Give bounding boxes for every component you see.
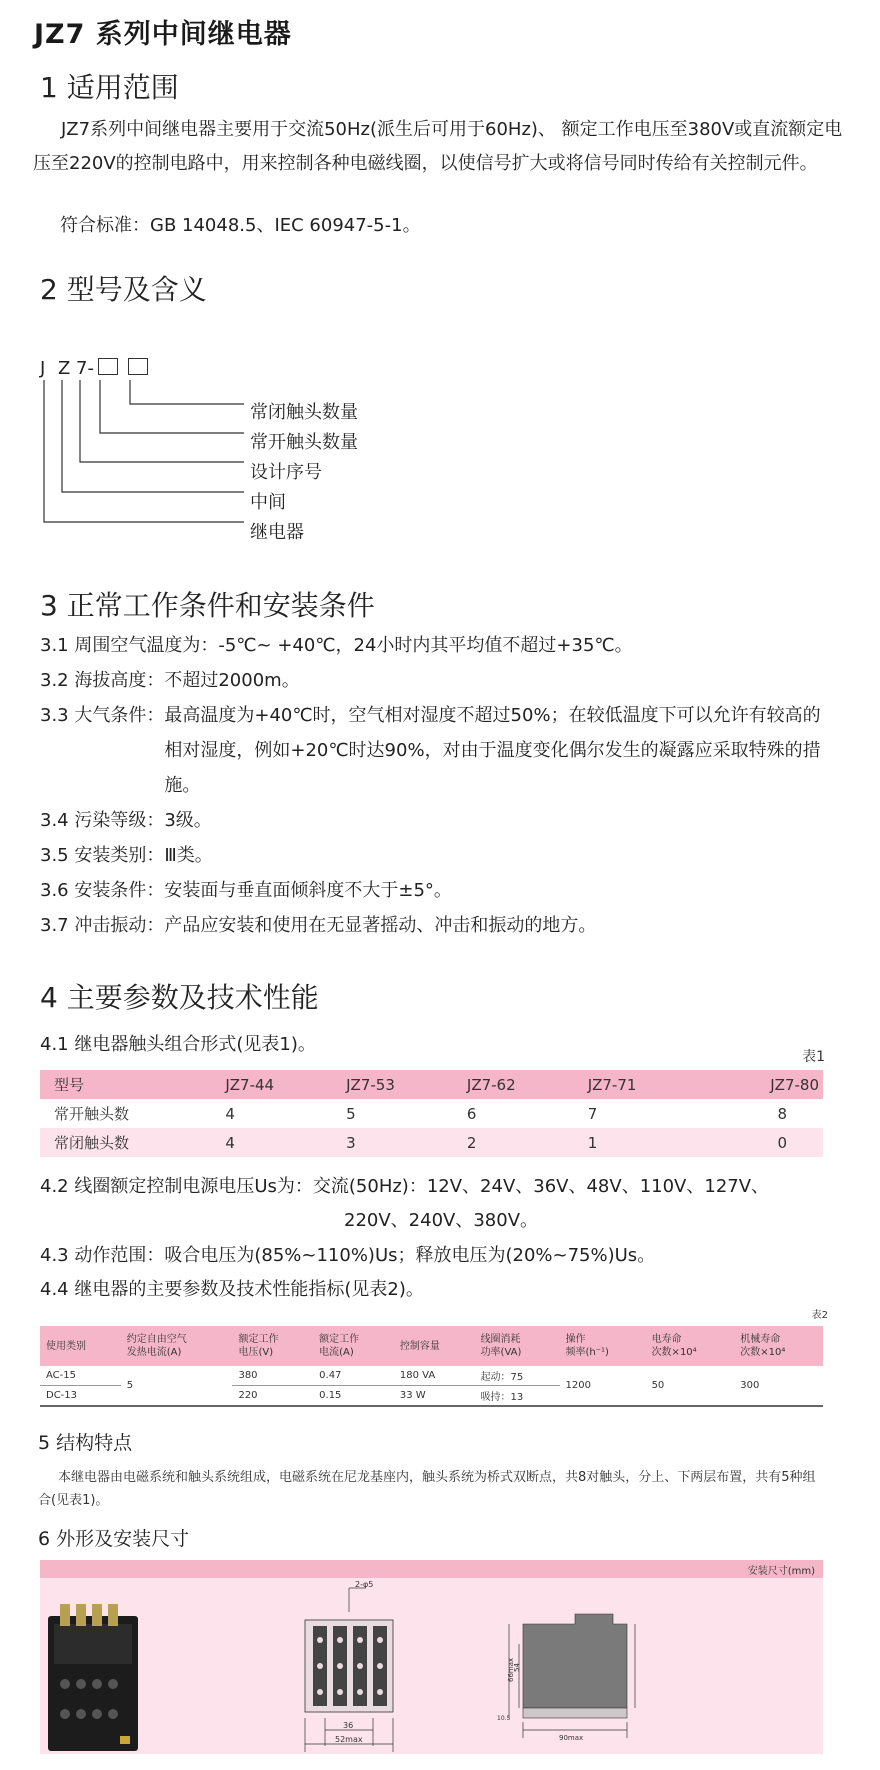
table-cell: 220 xyxy=(232,1386,313,1407)
dim-width-36: 36 xyxy=(343,1721,354,1730)
dim-height-54: 54 xyxy=(513,1663,521,1672)
model-label-relay: 继电器 xyxy=(250,522,304,543)
front-view-drawing xyxy=(285,1578,415,1754)
dim-height-66: 66max xyxy=(507,1657,515,1682)
contact-combination-table xyxy=(40,1070,823,1157)
model-label-nc-count: 常闭触头数量 xyxy=(250,402,358,423)
side-view-drawing xyxy=(495,1578,665,1754)
table-header-cell: 控制容量 xyxy=(394,1326,475,1366)
table-header-cell: 使用类别 xyxy=(40,1326,121,1366)
para-4-2-line1: 4.2 线圈额定控制电源电压Us为：交流(50Hz)：12V、24V、36V、48V、110V、127V、 xyxy=(40,1176,770,1197)
table-row xyxy=(40,1099,823,1128)
table-header-cell: JZ7-62 xyxy=(453,1070,574,1099)
condition-text: 安装面与垂直面倾斜度不大于±5°。 xyxy=(164,880,452,901)
table-header-cell: JZ7-71 xyxy=(574,1070,695,1099)
dim-depth-90: 90max xyxy=(559,1734,584,1742)
table-header-cell: 额定工作 电压(V) xyxy=(232,1326,313,1366)
table-header-cell: 操作 频率(h⁻¹) xyxy=(560,1326,646,1366)
condition-label: 3.5 安装类别： xyxy=(40,845,165,866)
table-cell: 8 xyxy=(694,1099,823,1128)
condition-label: 3.2 海拔高度： xyxy=(40,670,165,691)
condition-text: 最高温度为+40℃时，空气相对湿度不超过50%；在较低温度下可以允许有较高的相对湿度，例如+20℃时达90%，对由于温度变化偶尔发生的凝露应采取特殊的措施。 xyxy=(164,705,821,796)
table-cell: 0.15 xyxy=(313,1386,394,1407)
table-cell: 300 xyxy=(734,1366,823,1406)
table-cell: 180 VA xyxy=(394,1366,475,1386)
model-code-diagram xyxy=(0,360,260,540)
table-header-cell: 线圈消耗 功率(VA) xyxy=(475,1326,560,1366)
table-2-note: 表2 xyxy=(811,1310,828,1321)
relay-product-image xyxy=(40,1596,150,1756)
table-cell: AC-15 xyxy=(40,1366,121,1386)
section-4-heading: 4 主要参数及技术性能 xyxy=(40,981,319,1014)
conditions-list xyxy=(40,628,824,943)
condition-item xyxy=(40,803,824,838)
model-label-no-count: 常开触头数量 xyxy=(250,432,358,453)
table-cell: 1 xyxy=(574,1128,695,1157)
para-4-3: 4.3 动作范围：吸合电压为(85%~110%)Us；释放电压为(20%~75%)Us。 xyxy=(40,1245,656,1266)
table-header-cell: 型号 xyxy=(40,1070,211,1099)
table-cell: 380 xyxy=(232,1366,313,1386)
table-cell: 0.47 xyxy=(313,1366,394,1386)
figure-unit-note: 安装尺寸(mm) xyxy=(747,1566,815,1577)
model-letter-z: Z xyxy=(58,358,71,379)
standards-line: 符合标准：GB 14048.5、IEC 60947-5-1。 xyxy=(60,215,421,236)
model-letter-7: 7- xyxy=(76,358,94,379)
para-4-4: 4.4 继电器的主要参数及技术性能指标(见表2)。 xyxy=(40,1279,424,1300)
table-cell: 5 xyxy=(121,1366,233,1406)
table-cell: 7 xyxy=(574,1099,695,1128)
section-1-paragraph: JZ7系列中间继电器主要用于交流50Hz(派生后可用于60Hz)、 额定工作电压至380V或直流额定电压至220V的控制电路中，用来控制各种电磁线圈，以使信号扩大或将信号同时传给有关控制元件。 xyxy=(33,119,843,174)
table-row xyxy=(40,1366,823,1386)
figure-panel xyxy=(40,1578,823,1754)
table-cell: 起动：75 xyxy=(475,1366,560,1386)
table-cell: 5 xyxy=(332,1099,453,1128)
table-cell: DC-13 xyxy=(40,1386,121,1407)
table-header-row xyxy=(40,1326,823,1366)
table-cell: 3 xyxy=(332,1128,453,1157)
para-4-2-line2: 220V、240V、380V。 xyxy=(344,1210,539,1231)
condition-label: 3.4 污染等级： xyxy=(40,810,165,831)
table-cell: 50 xyxy=(646,1366,735,1406)
dim-holes: 2-φ5 xyxy=(355,1580,374,1589)
condition-item xyxy=(40,838,824,873)
figure-header-bar xyxy=(40,1560,823,1578)
condition-text: 不超过2000m。 xyxy=(164,670,300,691)
table-cell: 33 W xyxy=(394,1386,475,1407)
table-header-cell: 电寿命 次数×10⁴ xyxy=(646,1326,735,1366)
model-label-design-no: 设计序号 xyxy=(250,462,322,483)
table-cell: 吸持：13 xyxy=(475,1386,560,1407)
condition-label: 3.7 冲击振动： xyxy=(40,915,165,936)
table-header-cell: 额定工作 电流(A) xyxy=(313,1326,394,1366)
model-letter-j: J xyxy=(40,358,46,379)
condition-item xyxy=(40,908,824,943)
condition-text: 3级。 xyxy=(164,810,212,831)
condition-label: 3.6 安装条件： xyxy=(40,880,165,901)
condition-item xyxy=(40,698,824,803)
condition-item xyxy=(40,873,824,908)
condition-label: 3.3 大气条件： xyxy=(40,705,165,726)
table-header-cell: 约定自由空气 发热电流(A) xyxy=(121,1326,233,1366)
table-row xyxy=(40,1128,823,1157)
technical-parameters-table xyxy=(40,1326,823,1407)
section-2-heading: 2 型号及含义 xyxy=(40,273,207,306)
table-1-note: 表1 xyxy=(802,1049,825,1065)
table-header-cell: JZ7-44 xyxy=(211,1070,332,1099)
table-header-cell: 机械寿命 次数×10⁴ xyxy=(734,1326,823,1366)
table-header-row xyxy=(40,1070,823,1099)
table-cell: 常闭触头数 xyxy=(40,1128,211,1157)
table-cell: 1200 xyxy=(560,1366,646,1406)
page-title: JZ7 系列中间继电器 xyxy=(34,19,292,50)
table-cell: 6 xyxy=(453,1099,574,1128)
section-5-heading: 5 结构特点 xyxy=(38,1432,133,1454)
table-cell: 4 xyxy=(211,1128,332,1157)
table-cell: 2 xyxy=(453,1128,574,1157)
condition-label: 3.1 周围空气温度为： xyxy=(40,635,219,656)
dim-base-10: 10.5 xyxy=(497,1715,511,1722)
section-6-heading: 6 外形及安装尺寸 xyxy=(38,1528,190,1550)
section-5-paragraph: 本继电器由电磁系统和触头系统组成，电磁系统在尼龙基座内，触头系统为桥式双断点，共8对触头，分上、下两层布置，共有5种组合(见表1)。 xyxy=(38,1470,816,1508)
condition-text: Ⅲ类。 xyxy=(164,845,213,866)
section-1-heading: 1 适用范围 xyxy=(40,71,179,104)
model-label-intermediate: 中间 xyxy=(250,492,286,513)
para-4-1: 4.1 继电器触头组合形式(见表1)。 xyxy=(40,1034,316,1055)
condition-item xyxy=(40,628,824,663)
dim-width-52: 52max xyxy=(335,1735,363,1744)
table-cell: 常开触头数 xyxy=(40,1099,211,1128)
table-header-cell: JZ7-53 xyxy=(332,1070,453,1099)
condition-text: -5℃~ +40℃，24小时内其平均值不超过+35℃。 xyxy=(218,635,633,656)
condition-text: 产品应安装和使用在无显著摇动、冲击和振动的地方。 xyxy=(164,915,597,936)
table-cell: 0 xyxy=(694,1128,823,1157)
section-3-heading: 3 正常工作条件和安装条件 xyxy=(40,589,375,622)
table-cell: 4 xyxy=(211,1099,332,1128)
condition-item xyxy=(40,663,824,698)
table-header-cell: JZ7-80 xyxy=(694,1070,823,1099)
